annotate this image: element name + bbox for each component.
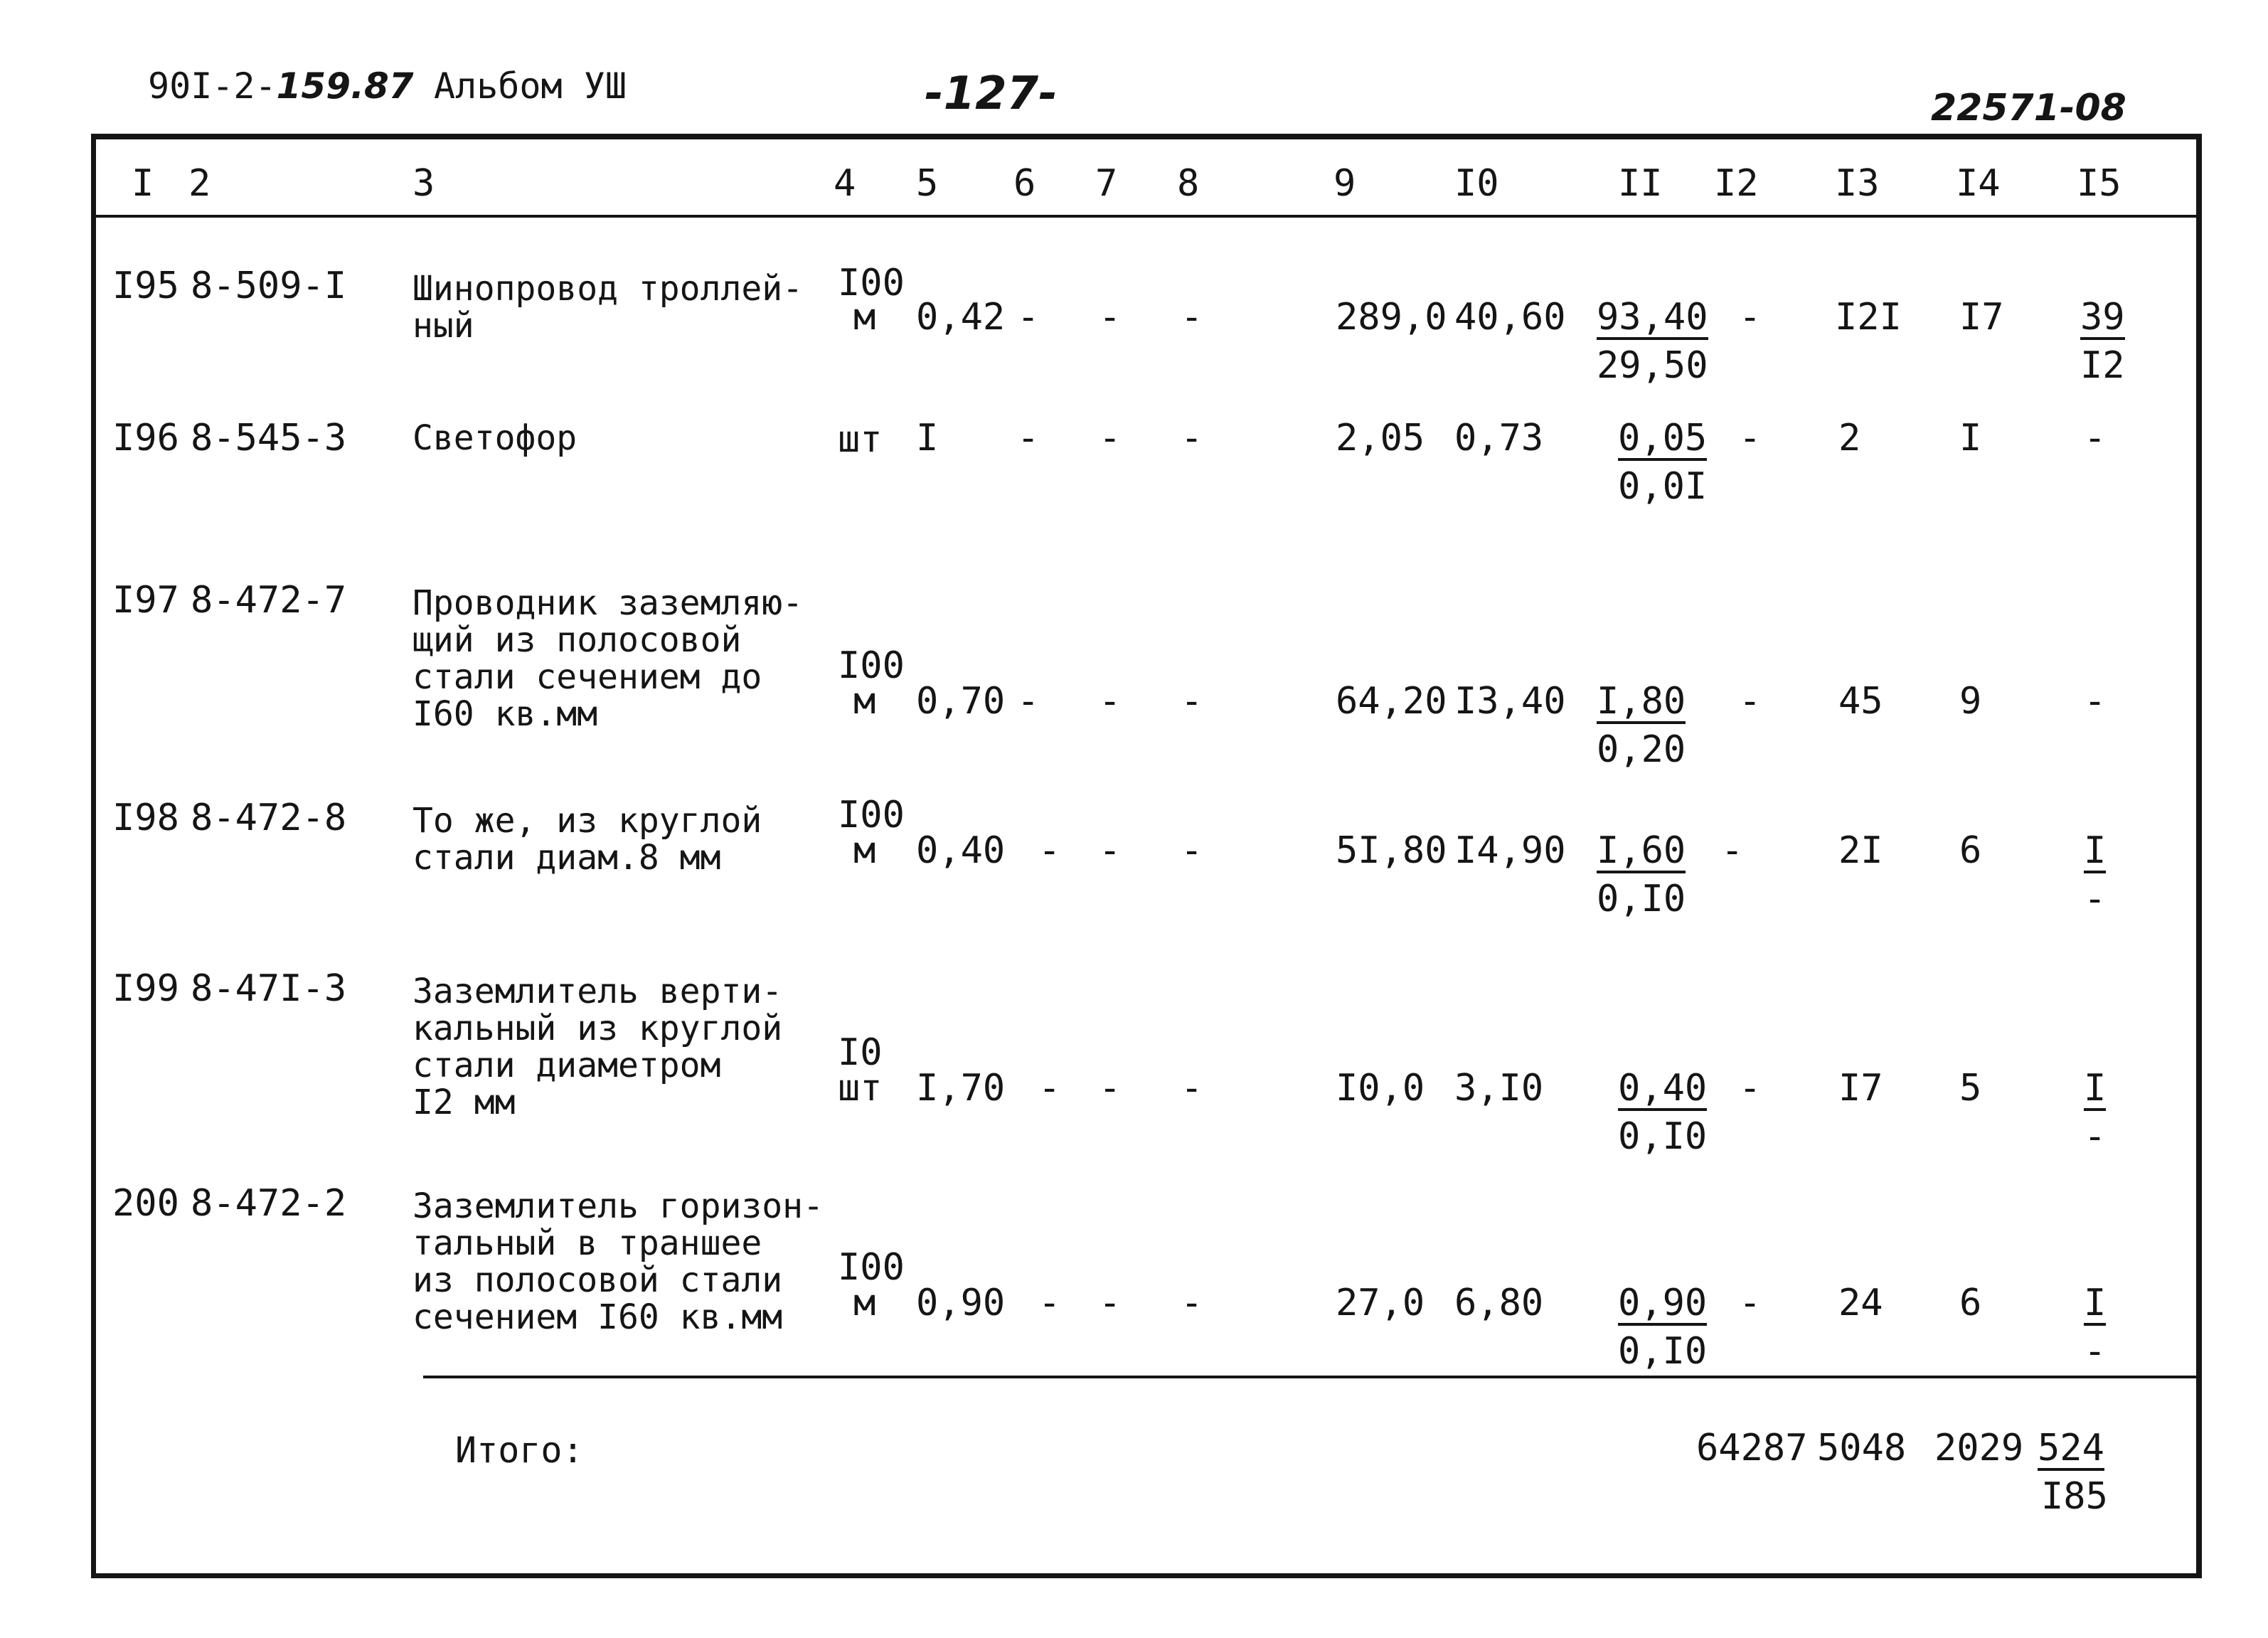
cell-col15: -	[2084, 680, 2107, 723]
cell-col11-bottom: 0,I0	[1618, 1330, 1708, 1373]
cell-col6: -	[1017, 296, 1040, 339]
cell-col9: 27,0	[1336, 1282, 1425, 1324]
cell-col12: -	[1739, 1067, 1762, 1110]
column-header-14: I4	[1956, 162, 2001, 205]
cell-col13: 2	[1838, 417, 1861, 459]
document-number	[148, 65, 414, 107]
table-top-border	[91, 134, 2200, 139]
cell-col5: I,70	[916, 1067, 1006, 1110]
column-header-4: 4	[834, 162, 856, 205]
cell-col11-bottom: 29,50	[1597, 344, 1708, 387]
cell-col9: 5I,80	[1336, 829, 1447, 872]
cell-col5: 0,42	[916, 296, 1006, 339]
column-header-3: 3	[412, 162, 435, 205]
cell-col12: -	[1739, 1282, 1762, 1324]
total-col14: 2029	[1934, 1427, 2024, 1469]
cell-col9: 289,0	[1336, 296, 1447, 339]
table-bottom-border	[91, 1573, 2202, 1578]
cell-col15-top: 39	[2080, 296, 2125, 339]
table-right-border	[2196, 134, 2202, 1578]
cell-col7: -	[1099, 680, 1122, 723]
album-label: Альбом УШ	[434, 65, 627, 107]
cell-col14: 5	[1959, 1067, 1982, 1110]
cell-col5: 0,70	[916, 680, 1006, 723]
column-header-11: II	[1618, 162, 1663, 205]
rate-code: 8-47I-3	[191, 967, 347, 1010]
cell-col11-top: 93,40	[1597, 296, 1708, 339]
page-number: -127-	[925, 68, 1058, 120]
cell-col12: -	[1739, 680, 1762, 723]
cell-col15-bottom: -	[2084, 878, 2107, 920]
cell-col6: -	[1017, 680, 1040, 723]
column-header-12: I2	[1714, 162, 1759, 205]
cell-col10: 0,73	[1454, 417, 1544, 459]
totals-divider	[423, 1376, 2198, 1378]
unit-quantity: I0	[838, 1031, 883, 1074]
unit-name: м	[853, 296, 876, 339]
cell-col15-top: I	[2084, 1067, 2107, 1110]
cell-col11-top: 0,40	[1618, 1067, 1708, 1110]
unit-name: м	[853, 1282, 876, 1324]
cell-col15-top: I	[2084, 829, 2107, 872]
column-header-2: 2	[188, 162, 211, 205]
cell-col6: -	[1038, 1067, 1061, 1110]
cell-col14: 6	[1959, 1282, 1982, 1324]
column-header-1: I	[132, 162, 154, 205]
cell-col10: I3,40	[1454, 680, 1566, 723]
cell-col6: -	[1038, 1282, 1061, 1324]
work-description: То же, из круглой стали диам.8 мм	[412, 801, 762, 878]
cell-col5: I	[916, 417, 939, 459]
cell-col10: 6,80	[1454, 1282, 1544, 1324]
cell-col11-top: 0,90	[1618, 1282, 1708, 1324]
cell-col7: -	[1099, 1067, 1122, 1110]
cell-col9: 64,20	[1336, 680, 1447, 723]
unit-name: шт	[838, 1067, 883, 1110]
document-number-prefix: 90I-2-	[148, 65, 277, 107]
cell-col6: -	[1038, 829, 1061, 872]
column-header-5: 5	[916, 162, 939, 205]
cell-col13: I2I	[1835, 296, 1902, 339]
column-header-8: 8	[1177, 162, 1200, 205]
rate-code: 8-472-8	[191, 797, 347, 839]
total-col15-top: 524	[2038, 1427, 2104, 1469]
rate-code: 8-472-2	[191, 1182, 347, 1225]
rate-code: 8-545-3	[191, 417, 347, 459]
column-header-7: 7	[1095, 162, 1118, 205]
cell-col12: -	[1721, 829, 1744, 872]
cell-col13: 24	[1838, 1282, 1883, 1324]
totals-label: Итого:	[455, 1430, 584, 1471]
document-code: 22571-08	[1931, 87, 2126, 129]
cell-col10: 3,I0	[1454, 1067, 1544, 1110]
column-header-10: I0	[1454, 162, 1499, 205]
cell-col14: I7	[1959, 296, 2004, 339]
row-number: I96	[112, 417, 179, 459]
cell-col8: -	[1181, 417, 1203, 459]
cell-col10: 40,60	[1454, 296, 1566, 339]
cell-col7: -	[1099, 1282, 1122, 1324]
cell-col11-bottom: 0,I0	[1597, 878, 1686, 920]
cell-col11-bottom: 0,I0	[1618, 1115, 1708, 1158]
work-description: Светофор	[412, 418, 577, 458]
cell-col15-bottom: I2	[2080, 344, 2125, 387]
cell-col12: -	[1739, 417, 1762, 459]
cell-col10: I4,90	[1454, 829, 1566, 872]
row-number: I99	[112, 967, 179, 1010]
cell-col14: I	[1959, 417, 1982, 459]
cell-col9: 2,05	[1336, 417, 1425, 459]
unit-quantity: I00	[838, 1246, 905, 1289]
unit-name: м	[853, 829, 876, 872]
cell-col11-top: 0,05	[1618, 417, 1708, 459]
column-header-13: I3	[1835, 162, 1880, 205]
cell-col5: 0,90	[916, 1282, 1006, 1324]
cell-col15-bottom: -	[2084, 1115, 2107, 1158]
cell-col14: 9	[1959, 680, 1982, 723]
cell-col11-top: I,60	[1597, 829, 1686, 872]
column-header-6: 6	[1013, 162, 1036, 205]
row-number: I98	[112, 797, 179, 839]
row-number: 200	[112, 1182, 179, 1225]
cell-col5: 0,40	[916, 829, 1006, 872]
column-header-9: 9	[1333, 162, 1356, 205]
cell-col8: -	[1181, 296, 1203, 339]
cell-col8: -	[1181, 1282, 1203, 1324]
cell-col8: -	[1181, 829, 1203, 872]
cell-col7: -	[1099, 417, 1122, 459]
work-description: Шинопровод троллей- ный	[412, 269, 804, 346]
header-row-divider	[94, 215, 2198, 218]
cell-col7: -	[1099, 829, 1122, 872]
cell-col13: I7	[1838, 1067, 1883, 1110]
cell-col15-bottom: -	[2084, 1330, 2107, 1373]
work-description: Заземлитель горизон- тальный в траншее из полосовой стали сечением I60 кв.мм	[412, 1186, 824, 1337]
total-col15-bottom: I85	[2041, 1475, 2108, 1518]
cell-col14: 6	[1959, 829, 1982, 872]
cell-col15: -	[2084, 417, 2107, 459]
cell-col13: 2I	[1838, 829, 1883, 872]
unit-quantity: I00	[838, 644, 905, 687]
total-col11: 64287	[1696, 1427, 1808, 1469]
cell-col7: -	[1099, 296, 1122, 339]
cell-col11-bottom: 0,20	[1597, 728, 1686, 771]
unit-quantity: I00	[838, 794, 905, 836]
work-description: Заземлитель верти- кальный из круглой стали диаметром I2 мм	[412, 972, 783, 1122]
total-col13: 5048	[1817, 1427, 1907, 1469]
cell-col6: -	[1017, 417, 1040, 459]
cell-col9: I0,0	[1336, 1067, 1425, 1110]
column-header-15: I5	[2077, 162, 2121, 205]
row-number: I95	[112, 265, 179, 307]
cell-col11-bottom: 0,0I	[1618, 465, 1708, 508]
cell-col15-top: I	[2084, 1282, 2107, 1324]
cell-col12: -	[1739, 296, 1762, 339]
table-left-border	[91, 134, 96, 1578]
rate-code: 8-472-7	[191, 579, 347, 622]
unit-name: м	[853, 680, 876, 723]
cell-col13: 45	[1838, 680, 1883, 723]
cell-col8: -	[1181, 1067, 1203, 1110]
unit-name: шт	[838, 418, 883, 461]
work-description: Проводник заземляю- щий из полосовой стали сечением до I60 кв.мм	[412, 583, 804, 734]
cell-col8: -	[1181, 680, 1203, 723]
cell-col11-top: I,80	[1597, 680, 1686, 723]
unit-quantity: I00	[838, 262, 905, 304]
row-number: I97	[112, 579, 179, 622]
rate-code: 8-509-I	[191, 265, 347, 307]
document-number-handwritten: 159.87	[276, 65, 414, 107]
